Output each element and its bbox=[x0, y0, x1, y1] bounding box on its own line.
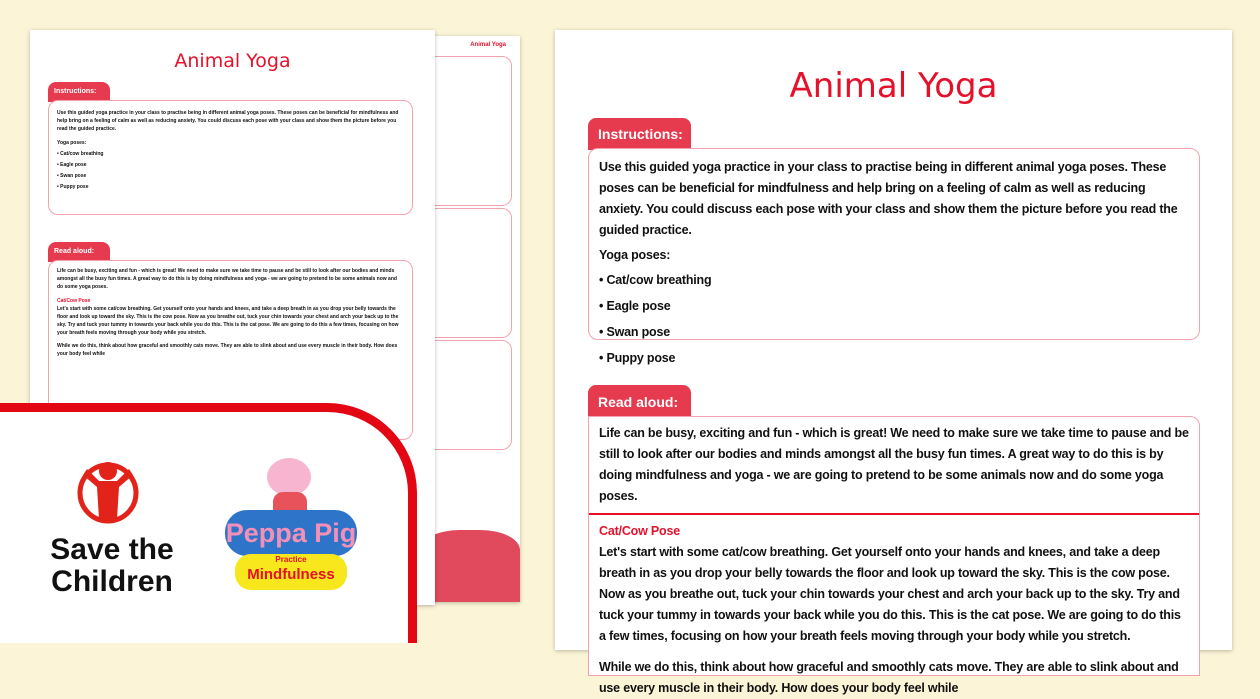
poses-label: Yoga poses: bbox=[57, 140, 87, 146]
pose-item: • Eagle pose bbox=[599, 296, 1189, 317]
pose-item: • Cat/cow breathing bbox=[57, 150, 404, 158]
save-the-children-logo-text: Save the Children bbox=[50, 533, 174, 598]
pose-panel bbox=[424, 208, 512, 338]
instructions-box bbox=[48, 100, 413, 215]
peppa-pig-character-icon bbox=[267, 458, 311, 496]
pose-panel bbox=[424, 340, 512, 450]
peppa-subtitle: Practice bbox=[275, 555, 307, 564]
document-title: Animal Yoga bbox=[174, 50, 291, 72]
instructions-text: Use this guided yoga practice in your class to practise being in different animal yoga poses. These poses can be beneficial for mindfulness and help bring on a feeling of calm as well as reducing anxiety. You could discuss each pose with your class and show them the picture before you read the guided practice. bbox=[599, 160, 1178, 237]
pose-item: • Swan pose bbox=[57, 172, 404, 180]
peppa-subtitle: Mindfulness bbox=[247, 566, 335, 583]
instructions-tab: Instructions: bbox=[48, 82, 110, 102]
pose-item: • Eagle pose bbox=[57, 161, 404, 169]
instructions-box bbox=[588, 148, 1200, 365]
read-aloud-tab: Read aloud: bbox=[48, 242, 110, 262]
document-title: Animal Yoga bbox=[789, 66, 998, 106]
pose-item: • Cat/cow breathing bbox=[599, 270, 1189, 291]
read-aloud-intro: Life can be busy, exciting and fun - which is great! We need to make sure we take time to pause and be still to look after our bodies and minds amongst all the busy fun times. A great way to do this is by doing mindfulness and yoga - we are going to pretend to be some animals now and do some yoga poses. bbox=[599, 426, 1189, 503]
page-2-preview bbox=[420, 36, 520, 602]
page-1-zoomed bbox=[555, 30, 1232, 695]
paragraph: While we do this, think about how graceful and smoothly cats move. They are able to slink about and use every muscle in their body. How does your body feel while bbox=[57, 343, 398, 357]
logo-panel bbox=[0, 403, 417, 643]
section-title: Cat/Cow Pose bbox=[57, 298, 91, 304]
read-aloud-intro: Life can be busy, exciting and fun - which is great! We need to make sure we take time to pause and be still to look after our bodies and minds amongst all the busy fun times. A great way to do this is by doing mindfulness and yoga - we are going to pretend to be some animals now and do some yoga poses. bbox=[57, 268, 397, 290]
save-the-children-emblem-icon bbox=[75, 457, 141, 527]
paragraph: While we do this, think about how graceful and smoothly cats move. They are able to slink about and use every muscle in their body. How does your body feel while bbox=[599, 660, 1179, 695]
pose-item: • Swan pose bbox=[599, 322, 1189, 343]
footer-band bbox=[420, 530, 520, 602]
pose-panel bbox=[424, 56, 512, 206]
section-title: Cat/Cow Pose bbox=[599, 524, 680, 538]
pose-item: • Puppy pose bbox=[599, 348, 1189, 369]
peppa-pig-logo bbox=[225, 452, 365, 602]
read-aloud-box bbox=[588, 416, 1200, 695]
poses-label: Yoga poses: bbox=[599, 248, 671, 262]
pose-item: • Puppy pose bbox=[57, 183, 404, 191]
instructions-text: Use this guided yoga practice in your class to practise being in different animal yoga poses. These poses can be beneficial for mindfulness and help bring on a feeling of calm as well as reducing anxiety. You could discuss each pose with your class and show them the picture before you read the guided practice. bbox=[57, 110, 399, 132]
peppa-pig-title: Peppa Pig bbox=[225, 510, 357, 556]
paragraph: Let's start with some cat/cow breathing. Get yourself onto your hands and knees, and take a deep breath in as you drop your belly towards the floor and look up toward the sky. This is the cow pose. Now as you breathe out, tuck your chin towards your chest and arch your back up to the sky. Try and tuck your tummy in towards your back while you do this. This is the cat pose. We are going to do this a few times, focusing on how your breath feels moving through your body while you stretch. bbox=[599, 545, 1181, 643]
mindfulness-badge bbox=[235, 554, 347, 590]
read-aloud-tab: Read aloud: bbox=[588, 385, 691, 419]
page-2-header: Animal Yoga bbox=[470, 42, 506, 48]
instructions-tab: Instructions: bbox=[588, 118, 691, 150]
paragraph: Let's start with some cat/cow breathing. Get yourself onto your hands and knees, and take a deep breath in as you drop your belly towards the floor and look up toward the sky. This is the cow pose. Now as you breathe out, tuck your chin towards your chest and arch your back up to the sky. Try and tuck your tummy in towards your back while you do this. This is the cat pose. We are going to do this a few times, focusing on how your breath feels moving through your body while you stretch. bbox=[57, 306, 399, 336]
